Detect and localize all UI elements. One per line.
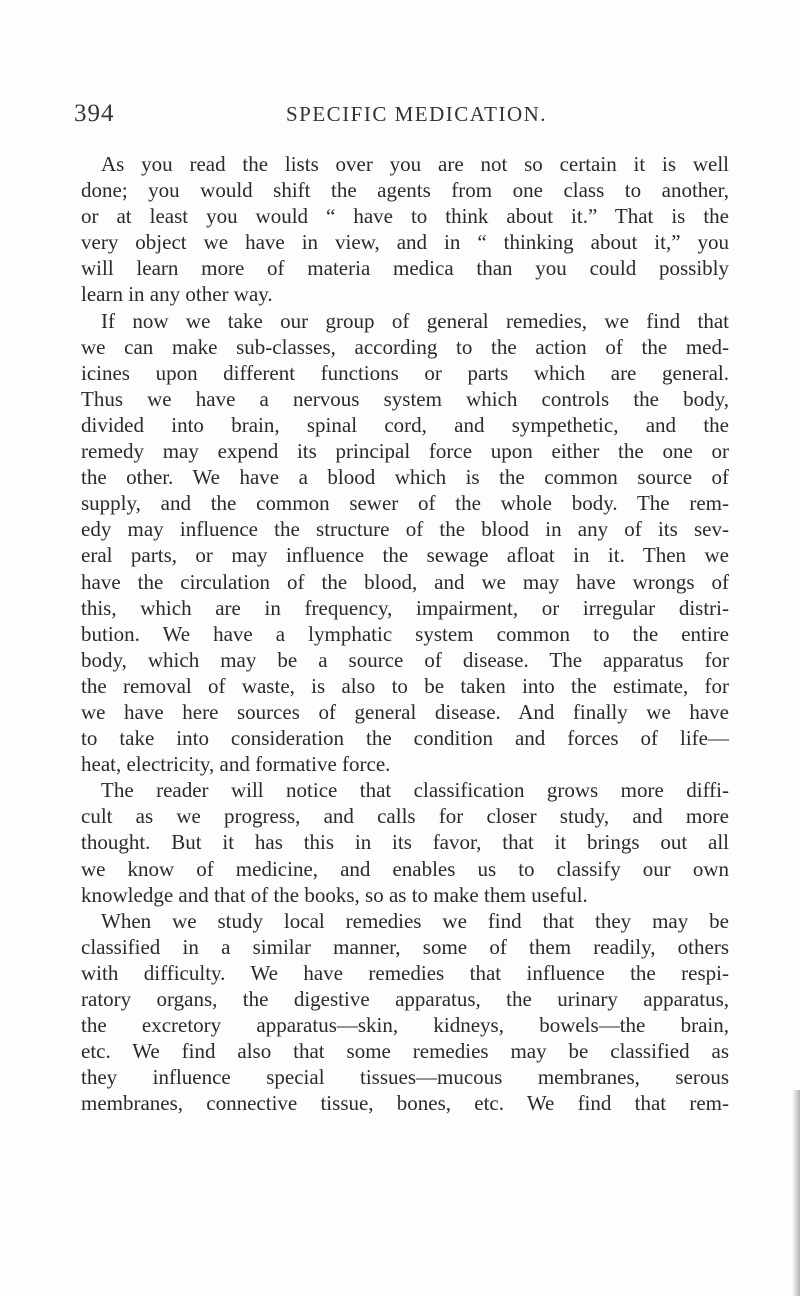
running-head-title: SPECIFIC MEDICATION. <box>286 102 548 126</box>
text-line: learn in any other way. <box>81 282 273 307</box>
text-line: this, which are in frequency, impairment, or irregular distri- <box>81 595 729 620</box>
text-line: remedy may expend its principal force upon either the one or <box>81 439 729 464</box>
text-line: have the circulation of the blood, and we may have wrongs of <box>81 569 729 594</box>
text-line: eral parts, or may influence the sewage afloat in it. Then we <box>81 543 729 568</box>
text-line: we know of medicine, and enables us to classify our own <box>81 856 729 881</box>
text-line: Thus we have a nervous system which controls the body, <box>81 386 729 411</box>
text-line: the removal of waste, is also to be taken into the estimate, for <box>81 673 729 698</box>
text-line: ratory organs, the digestive apparatus, the urinary apparatus, <box>81 987 729 1011</box>
text-line: The reader will notice that classification grows more diffi- <box>101 778 729 803</box>
text-line: will learn more of materia medica than you could possibly <box>81 256 729 281</box>
text-line: divided into brain, spinal cord, and sympethetic, and the <box>81 412 729 437</box>
text-line: etc. We find also that some remedies may be classified as <box>81 1039 729 1064</box>
text-line: or at least you would “ have to think about it.” That is the <box>81 204 729 229</box>
text-line: we can make sub-classes, according to the action of the med- <box>81 334 729 359</box>
text-line: membranes, connective tissue, bones, etc. We find that rem- <box>81 1091 729 1116</box>
text-line: with difficulty. We have remedies that influence the respi- <box>81 960 729 985</box>
page-number: 394 <box>74 100 115 127</box>
text-line: to take into consideration the condition and forces of life— <box>81 726 729 751</box>
text-line: heat, electricity, and formative force. <box>81 752 391 777</box>
text-line: As you read the lists over you are not so certain it is well <box>101 152 729 176</box>
text-line: classified in a similar manner, some of them readily, others <box>81 934 729 959</box>
text-line: done; you would shift the agents from one class to another, <box>81 178 729 203</box>
page-edge-shadow <box>792 1090 800 1296</box>
text-line: body, which may be a source of disease. The apparatus for <box>81 647 729 672</box>
text-line: icines upon different functions or parts which are general. <box>81 360 729 385</box>
text-line: When we study local remedies we find that they may be <box>101 908 729 933</box>
text-line: supply, and the common sewer of the whole body. The rem- <box>81 491 729 516</box>
text-line: the excretory apparatus—skin, kidneys, bowels—the brain, <box>81 1013 729 1038</box>
text-line: If now we take our group of general remedies, we find that <box>101 308 729 333</box>
text-line: very object we have in view, and in “ thinking about it,” you <box>81 230 729 255</box>
running-head <box>74 100 724 128</box>
text-line: we have here sources of general disease. And finally we have <box>81 699 729 724</box>
text-line: they influence special tissues—mucous membranes, serous <box>81 1065 729 1090</box>
text-line: cult as we progress, and calls for closer study, and more <box>81 804 729 829</box>
text-line: knowledge and that of the books, so as to make them useful. <box>81 882 588 907</box>
text-line: edy may influence the structure of the blood in any of its sev- <box>81 517 729 542</box>
text-line: bution. We have a lymphatic system common to the entire <box>81 621 729 646</box>
text-line: thought. But it has this in its favor, that it brings out all <box>81 830 729 855</box>
text-line: the other. We have a blood which is the common source of <box>81 465 729 490</box>
body-text <box>81 151 729 1116</box>
